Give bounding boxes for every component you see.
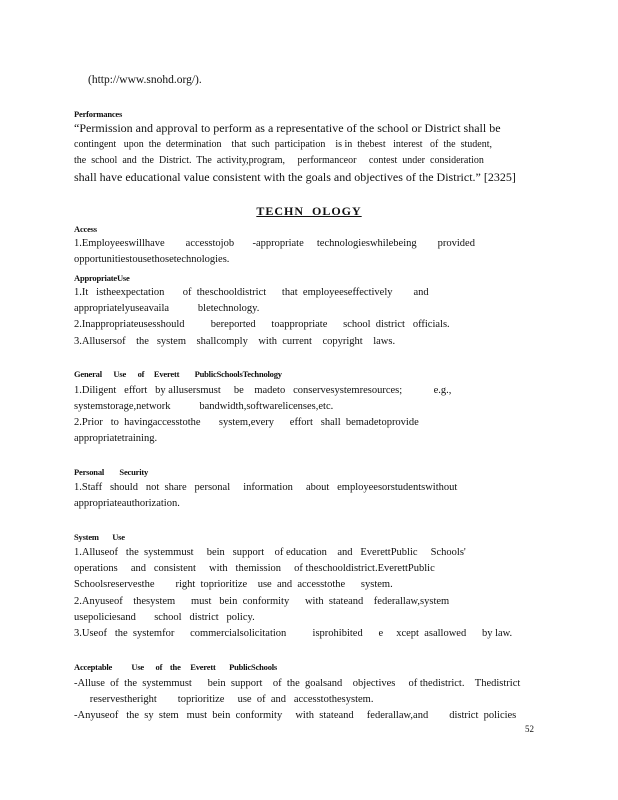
url-line: (http://www.snohd.org/). — [88, 74, 202, 86]
performances-line-3: the school and the District. The activity,program, performanceor contest under consideration — [74, 155, 484, 166]
access-line-1: 1.Employeeswillhave accesstojob -appropriate technologieswhilebeing provided — [74, 238, 475, 249]
general-use-line-4: appropriatetraining. — [74, 433, 158, 444]
acceptable-use-heading: Acceptable Use of the Everett PublicSchools — [74, 662, 278, 672]
performances-line-2: contingent upon the determination that such participation is in thebest interest of the student, — [74, 139, 492, 150]
performances-line-4: shall have educational value consistent with the goals and objectives of the District.” [2325] — [74, 170, 516, 184]
technology-title: TECHN OLOGY — [256, 204, 362, 218]
appropriate-use-line-2: appropriatelyuseavaila bletechnology. — [74, 303, 260, 314]
acceptable-use-line-2: reservestheright toprioritize use of and accesstothesystem. — [74, 694, 374, 705]
general-use-line-3: 2.Prior to havingaccesstothe system,every effort shall bemadetoprovide — [74, 417, 419, 428]
performances-heading: Performances — [74, 109, 123, 119]
system-use-line-1: 1.Alluseof the systemmust bein support of education and EverettPublic Schools' — [74, 547, 466, 558]
acceptable-use-line-1: -Alluse of the systemmust bein support of the goalsand objectives of thedistrict. Thedistrict — [74, 678, 521, 689]
personal-security-line-2: appropriateauthorization. — [74, 498, 180, 509]
page-number: 52 — [525, 724, 534, 734]
system-use-line-6: 3.Useof the systemfor commercialsolicitation isprohibited e xcept asallowed by law. — [74, 628, 513, 639]
performances-line-1: “Permission and approval to perform as a representative of the school or District shall be — [74, 121, 501, 135]
general-use-heading: General Use of Everett PublicSchoolsTechnology — [74, 369, 282, 379]
system-use-heading: System Use — [74, 532, 125, 542]
general-use-line-2: systemstorage,network bandwidth,softwarelicenses,etc. — [74, 401, 334, 412]
system-use-line-4: 2.Anyuseof thesystem must bein conformity with stateand federallaw,system — [74, 596, 450, 607]
appropriate-use-line-1: 1.It istheexpectation of theschooldistrict that employeeseffectively and — [74, 287, 429, 298]
access-heading: Access — [74, 224, 97, 234]
system-use-line-5: usepoliciesand school district policy. — [74, 612, 255, 623]
system-use-line-3: Schoolsreservesthe right toprioritize use and accesstothe system. — [74, 579, 393, 590]
appropriate-use-line-4: 3.Allusersof the system shallcomply with current copyright laws. — [74, 336, 396, 347]
appropriate-use-heading: AppropriateUse — [74, 273, 130, 283]
personal-security-line-1: 1.Staff should not share personal information about employeesorstudentswithout — [74, 482, 458, 493]
system-use-line-2: operations and consistent with themission of theschooldistrict.EverettPublic — [74, 563, 435, 574]
access-line-2: opportunitiestousethosetechnologies. — [74, 254, 230, 265]
general-use-line-1: 1.Diligent effort by allusersmust be madeto conservesystemresources; e.g., — [74, 385, 452, 396]
appropriate-use-line-3: 2.Inappropriateusesshould bereported toappropriate school district officials. — [74, 319, 450, 330]
acceptable-use-line-3: -Anyuseof the sy stem must bein conformity with stateand federallaw,and district policies — [74, 710, 517, 721]
personal-security-heading: Personal Security — [74, 467, 149, 477]
